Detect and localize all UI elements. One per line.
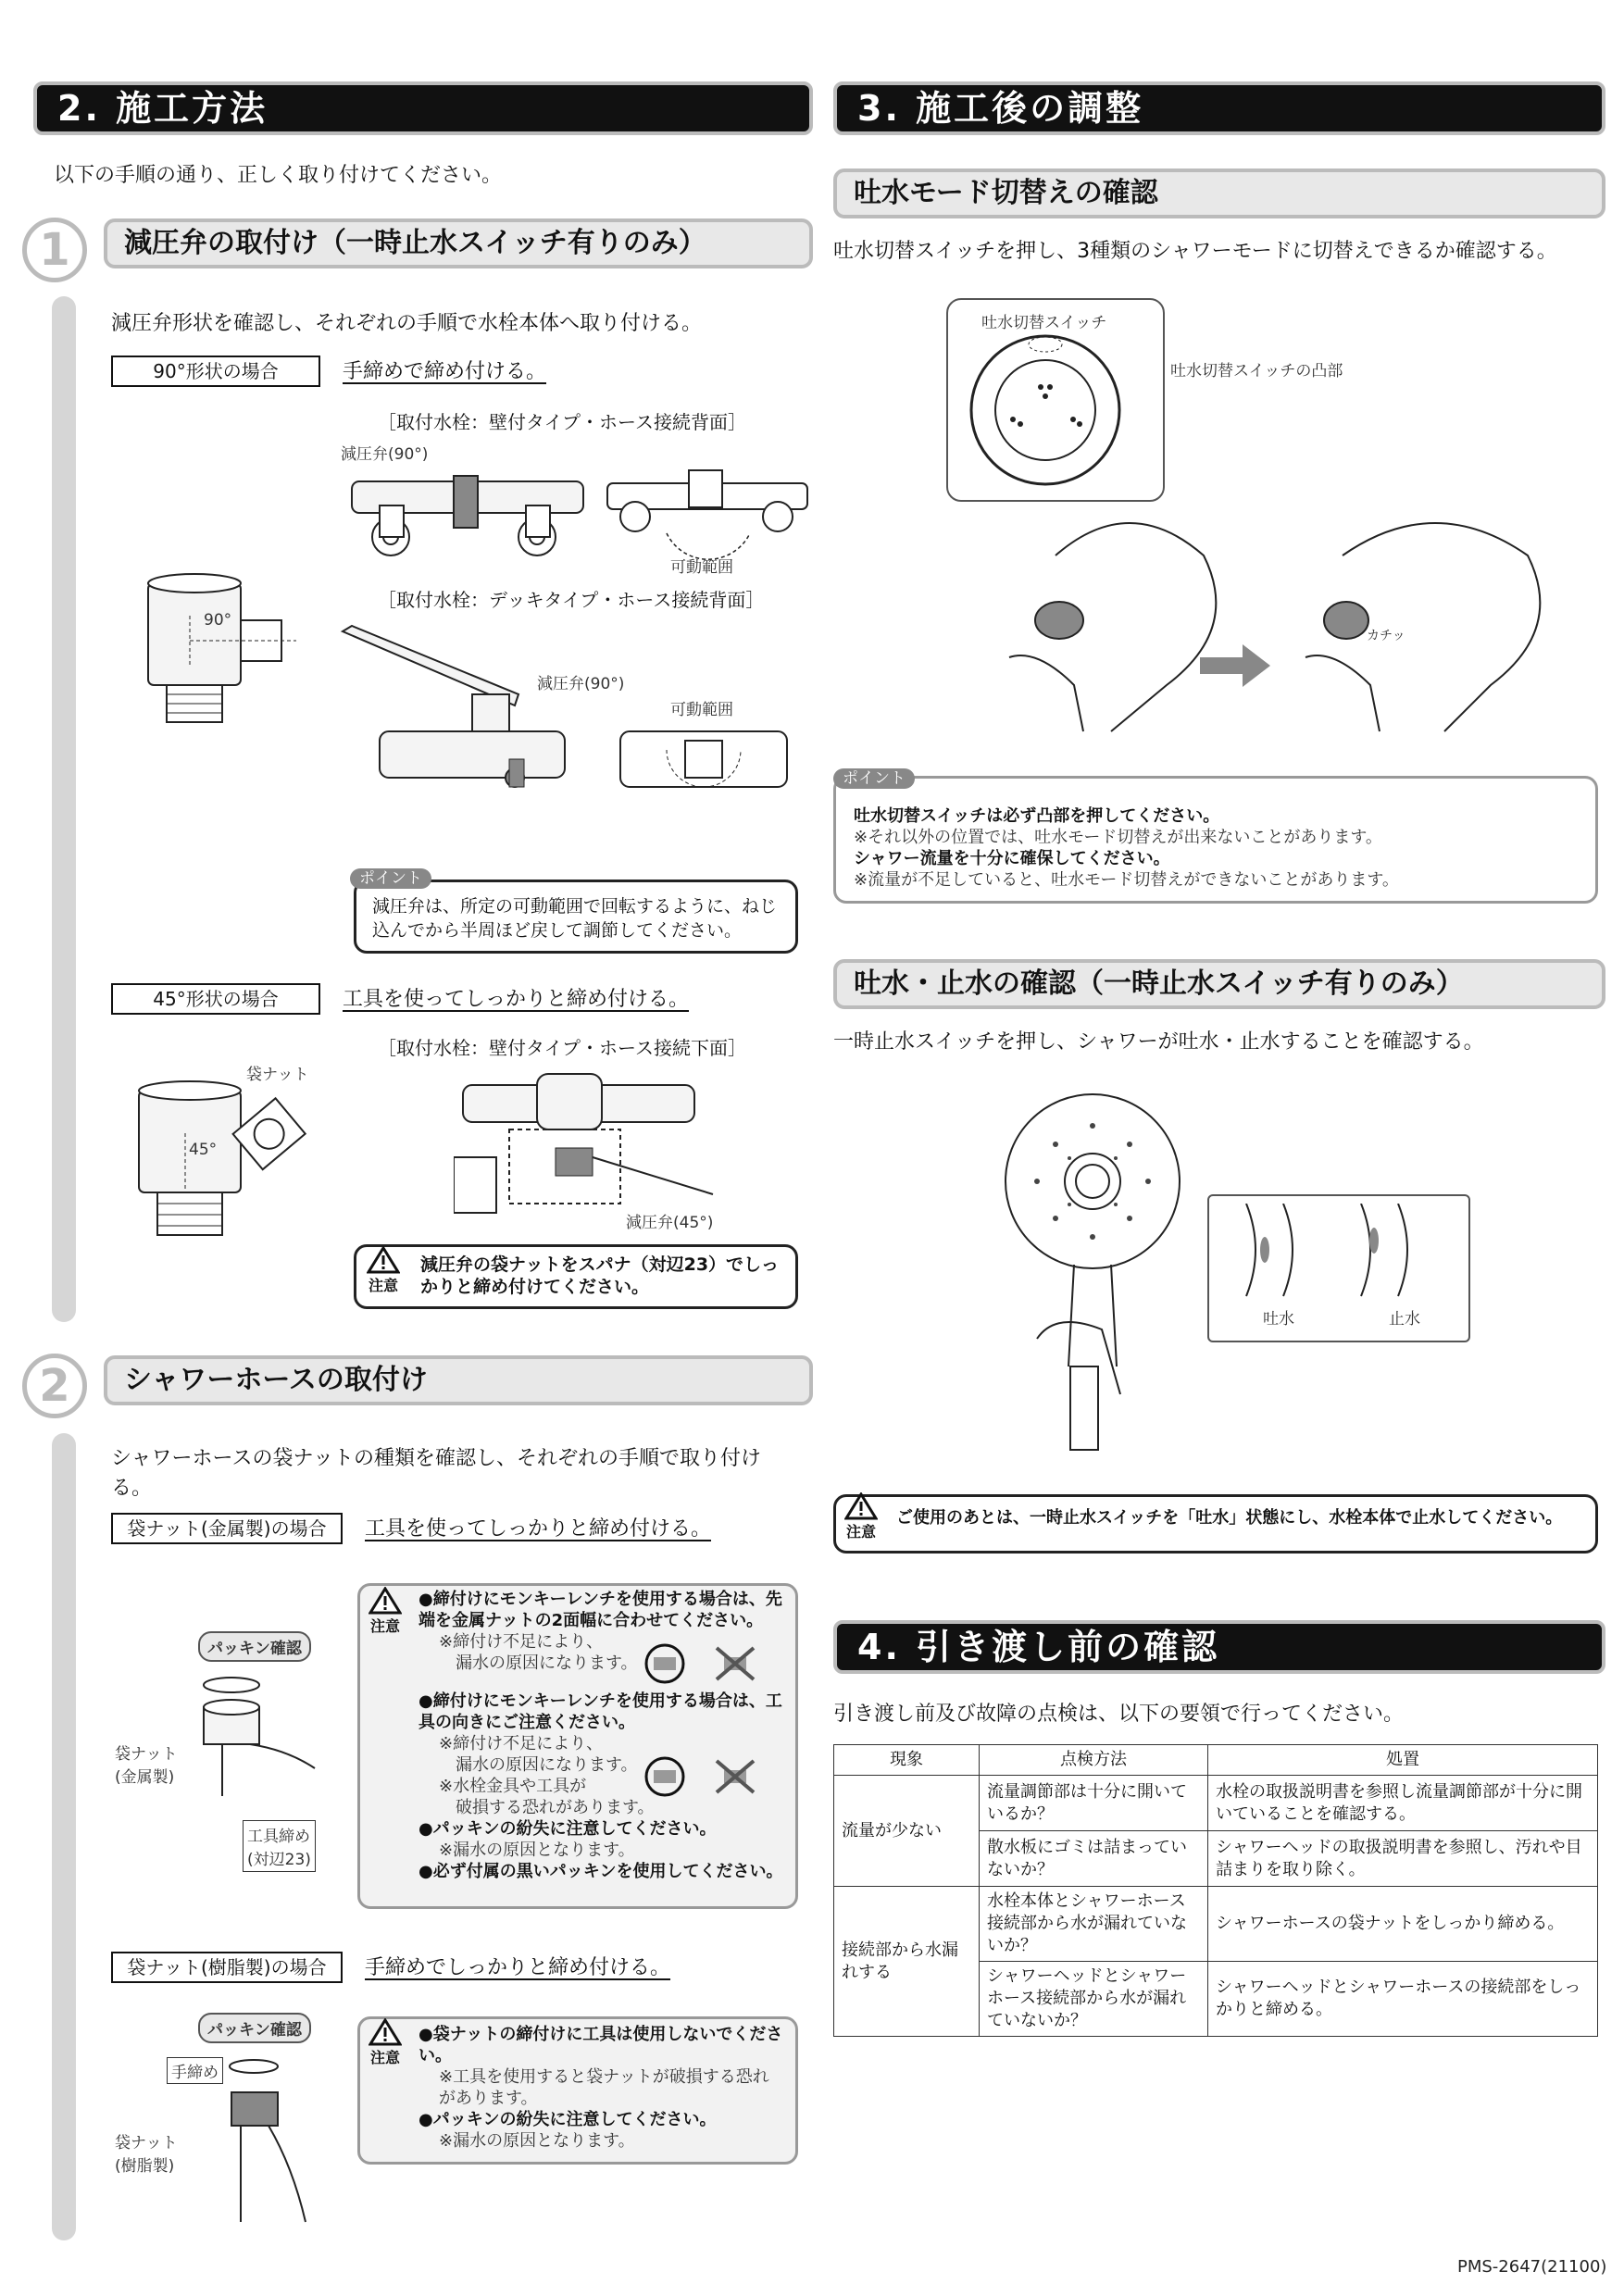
valve-90-illustration xyxy=(139,565,306,731)
caution-text-45: 減圧弁の袋ナットをスパナ（対辺23）でしっかりと締め付けてください。 xyxy=(420,1254,780,1297)
step-1-bar xyxy=(52,296,76,1322)
table-row xyxy=(834,1887,1598,1962)
wrench-ng-icon xyxy=(711,1642,759,1685)
table-cell: 水栓本体とシャワーホース接続部から水が漏れていないか？ xyxy=(980,1887,1208,1962)
wall-faucet-illustration xyxy=(343,463,602,574)
note-line: ※漏水の原因となります。 xyxy=(439,1841,635,1860)
table-cell: 散水板にゴミは詰まっていないか？ xyxy=(980,1831,1208,1887)
label-switch: 吐水切替スイッチ xyxy=(981,314,1107,332)
label-valve-90b: 減圧弁(90°) xyxy=(537,675,625,693)
section-2-header: 2. 施工方法 xyxy=(33,81,813,135)
step-1-number: 1 xyxy=(22,218,87,282)
caution-icon-45 xyxy=(363,1246,404,1295)
note-line: ●パッキンの紛失に注意してください。 xyxy=(418,1819,717,1839)
caption-deck-back: ［取付水栓：デッキタイプ・ホース接続背面］ xyxy=(378,589,765,611)
label-45deg: 45° xyxy=(189,1141,218,1159)
label-valve-90: 減圧弁(90°) xyxy=(341,445,429,464)
note-line: 漏水の原因になります。 xyxy=(456,1755,638,1775)
switch-on-illustration xyxy=(1228,1204,1320,1305)
label-off: 止水 xyxy=(1389,1310,1420,1329)
resin-nut-label: 袋ナット(樹脂製)の場合 xyxy=(111,1952,343,1983)
resin-notes xyxy=(418,2024,785,2152)
section-3-header: 3. 施工後の調整 xyxy=(833,81,1605,135)
metal-nut-illustration xyxy=(185,1666,324,1805)
shower-hand-illustration-2 xyxy=(1287,500,1565,741)
mode-point-lines xyxy=(854,805,1399,891)
doc-code: PMS-2647(21100) xyxy=(1457,2257,1607,2277)
table-header: 現象 xyxy=(834,1745,980,1776)
label-nut-metal: 袋ナット (金属製) xyxy=(115,1745,178,1787)
caution-icon-metal xyxy=(365,1587,406,1636)
point-line: シャワー流量を十分に確保してください。 xyxy=(854,849,1170,868)
label-packing-2: パッキン確認 xyxy=(198,2013,311,2043)
note-line: ●袋ナットの締付けに工具は使用しないでください。 xyxy=(418,2025,783,2065)
stop-desc: 一時止水スイッチを押し、シャワーが吐水・止水することを確認する。 xyxy=(833,1030,1484,1054)
caption-wall-bottom: ［取付水栓：壁付タイプ・ホース接続下面］ xyxy=(378,1037,746,1059)
wrench-direction-ng-icon xyxy=(711,1755,759,1798)
stop-caution-text: ご使用のあとは、一時止水スイッチを「吐水」状態にし、水栓本体で止水してください。 xyxy=(896,1508,1563,1528)
point-line: 吐水切替スイッチは必ず凸部を押してください。 xyxy=(854,806,1220,826)
switch-closeup-illustration xyxy=(967,331,1124,489)
label-90deg: 90° xyxy=(204,611,232,630)
step-2-bar xyxy=(52,1433,76,2240)
caution-icon-resin xyxy=(365,2018,406,2067)
wrench-direction-ok-icon xyxy=(641,1755,689,1798)
note-line: ※締付け不足により、 xyxy=(439,1632,604,1652)
step-1-desc: 減圧弁形状を確認し、それぞれの手順で水栓本体へ取り付ける。 xyxy=(111,312,703,335)
label-nut: 袋ナット xyxy=(246,1066,309,1084)
note-line: ※漏水の原因となります。 xyxy=(439,2131,635,2151)
note-line: ●締付けにモンキーレンチを使用する場合は、工具の向きにご注意ください。 xyxy=(418,1691,782,1732)
caution-word: 注意 xyxy=(369,1617,400,1635)
caution-word: 注意 xyxy=(845,1523,876,1541)
warning-icon xyxy=(369,1587,402,1615)
note-line: ※水栓金具や工具が xyxy=(439,1777,587,1796)
wall-faucet-bottom-illustration xyxy=(454,1065,731,1222)
step-2-desc: シャワーホースの袋ナットの種類を確認し、それぞれの手順で取り付ける。 xyxy=(111,1447,762,1500)
caution-word: 注意 xyxy=(369,2049,400,2066)
note-line: 漏水の原因になります。 xyxy=(456,1653,638,1673)
point-tag-90: ポイント xyxy=(350,868,431,889)
note-line: ●パッキンの紛失に注意してください。 xyxy=(418,2110,717,2129)
step-2-number: 2 xyxy=(22,1354,87,1418)
stop-title: 吐水・止水の確認（一時止水スイッチ有りのみ） xyxy=(833,959,1605,1009)
table-cell: シャワーホースの袋ナットをしっかり締める。 xyxy=(1208,1887,1598,1962)
mode-desc: 吐水切替スイッチを押し、3種類のシャワーモードに切替えできるか確認する。 xyxy=(833,240,1557,263)
table-header: 処置 xyxy=(1208,1745,1598,1776)
shower-hand-illustration-1 xyxy=(1000,500,1241,741)
wrench-ok-icon xyxy=(641,1642,689,1685)
point-line: ※流量が不足していると、吐水モード切替えができないことがあります。 xyxy=(854,870,1399,890)
intro-text: 以下の手順の通り、正しく取り付けてください。 xyxy=(54,164,503,187)
table-group-cell: 接続部から水漏れする xyxy=(834,1887,980,2037)
warning-icon xyxy=(844,1492,878,1520)
label-click: カチッ xyxy=(1367,629,1405,643)
resin-nut-action: 手締めでしっかりと締め付ける。 xyxy=(365,1956,671,1979)
label-valve-45: 減圧弁(45°) xyxy=(626,1214,714,1232)
case-90-label: 90°形状の場合 xyxy=(111,356,320,387)
note-line: ※締付け不足により、 xyxy=(439,1734,604,1753)
label-range: 可動範囲 xyxy=(670,558,733,577)
label-bump: 吐水切替スイッチの凸部 xyxy=(1170,362,1343,381)
table-row xyxy=(834,1776,1598,1831)
arrow-right-icon xyxy=(1200,643,1274,689)
case-90-action: 手締めで締め付ける。 xyxy=(343,360,547,383)
label-range-2: 可動範囲 xyxy=(670,701,733,719)
label-tool: 工具締め (対辺23) xyxy=(243,1820,316,1872)
inspection-table xyxy=(833,1744,1598,2037)
note-line: ●必ず付属の黒いパッキンを使用してください。 xyxy=(418,1862,783,1881)
table-header: 点検方法 xyxy=(980,1745,1208,1776)
switch-off-illustration xyxy=(1343,1204,1435,1305)
step-2-title: シャワーホースの取付け xyxy=(104,1355,813,1405)
caption-wall-back: ［取付水栓：壁付タイプ・ホース接続背面］ xyxy=(378,411,746,433)
point-line: ※それ以外の位置では、吐水モード切替えが出来ないことがあります。 xyxy=(854,828,1382,847)
point-text-90: 減圧弁は、所定の可動範囲で回転するように、ねじ込んでから半周ほど戻して調節してください。 xyxy=(372,896,778,941)
metal-nut-label: 袋ナット(金属製)の場合 xyxy=(111,1513,343,1544)
table-cell: 水栓の取扱説明書を参照し流量調節部が十分に開いていることを確認する。 xyxy=(1208,1776,1598,1831)
table-cell: シャワーヘッドとシャワーホース接続部から水が漏れていないか？ xyxy=(980,1962,1208,2037)
table-group-cell: 流量が少ない xyxy=(834,1776,980,1887)
metal-nut-action: 工具を使ってしっかりと締め付ける。 xyxy=(365,1517,712,1541)
table-header-row xyxy=(834,1745,1598,1776)
label-packing: パッキン確認 xyxy=(198,1631,311,1662)
label-nut-resin: 袋ナット (樹脂製) xyxy=(115,2134,178,2176)
mode-title: 吐水モード切替えの確認 xyxy=(833,168,1605,218)
case-45-action: 工具を使ってしっかりと締め付ける。 xyxy=(343,988,690,1011)
shower-head-front-illustration xyxy=(1000,1089,1222,1459)
resin-nut-illustration xyxy=(204,2055,333,2231)
section-4-header: 4. 引き渡し前の確認 xyxy=(833,1620,1605,1674)
case-45-label: 45°形状の場合 xyxy=(111,983,320,1015)
deck-faucet-illustration xyxy=(333,620,611,815)
note-line: ※工具を使用すると袋ナットが破損する恐れがあります。 xyxy=(439,2067,769,2108)
step-1-title: 減圧弁の取付け（一時止水スイッチ有りのみ） xyxy=(104,218,813,268)
warning-icon xyxy=(369,2018,402,2046)
metal-notes xyxy=(418,1589,789,1882)
note-line: 破損する恐れがあります。 xyxy=(456,1798,655,1817)
label-hand: 手締め xyxy=(167,2057,223,2084)
handover-desc: 引き渡し前及び故障の点検は、以下の要領で行ってください。 xyxy=(833,1703,1405,1726)
caution-word: 注意 xyxy=(368,1277,398,1294)
valve-45-illustration xyxy=(130,1078,333,1254)
table-cell: シャワーヘッドの取扱説明書を参照し、汚れや目詰まりを取り除く。 xyxy=(1208,1831,1598,1887)
deck-range-illustration xyxy=(611,722,796,815)
stop-caution-icon xyxy=(841,1492,881,1541)
label-on: 吐水 xyxy=(1263,1310,1294,1329)
table-cell: シャワーヘッドとシャワーホースの接続部をしっかりと締める。 xyxy=(1208,1962,1598,2037)
mode-point-tag: ポイント xyxy=(833,768,915,789)
warning-icon xyxy=(367,1246,400,1274)
table-cell: 流量調節部は十分に開いているか？ xyxy=(980,1776,1208,1831)
note-line: ●締付けにモンキーレンチを使用する場合は、先端を金属ナットの2面幅に合わせてください。 xyxy=(418,1590,782,1630)
